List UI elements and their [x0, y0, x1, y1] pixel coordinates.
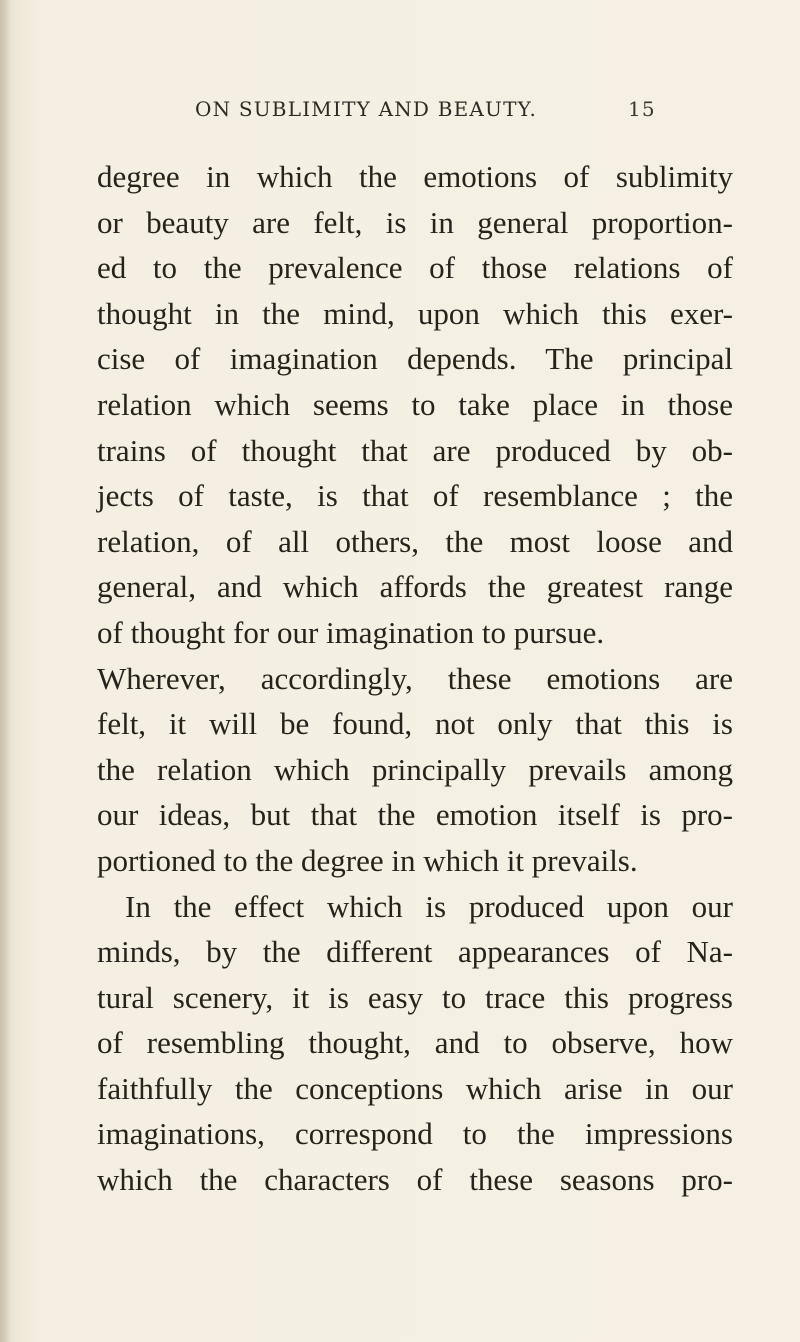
text-line: or beauty are felt, is in general proportion- [97, 204, 733, 240]
text-line: the relation which principally prevails among [97, 751, 733, 787]
text-line: imaginations, correspond to the impressions [97, 1116, 733, 1152]
text-line: relation which seems to take place in those [97, 386, 733, 422]
text-line: general, and which affords the greatest range [97, 569, 733, 605]
text-line: ed to the prevalence of those relations of [97, 250, 733, 286]
text-line: degree in which the emotions of sublimity [97, 159, 733, 194]
page-number: 15 [628, 97, 656, 121]
text-line: Wherever, accordingly, these emotions are [97, 660, 733, 696]
running-title: ON SUBLIMITY AND BEAUTY. [195, 97, 538, 121]
text-line: relation, of all others, the most loose and [97, 523, 733, 559]
text-line: cise of imagination depends. The principal [97, 341, 733, 377]
running-head [195, 97, 755, 121]
body-text [97, 154, 733, 1203]
text-line: which the characters of these seasons pro- [97, 1162, 733, 1198]
text-line: trains of thought that are produced by ob- [97, 432, 733, 468]
text-line: felt, it will be found, not only that this is [97, 706, 733, 742]
text-line: In the effect which is produced upon our [125, 888, 733, 924]
text-line: jects of taste, is that of resemblance ; the [97, 478, 733, 514]
text-line: faithfully the conceptions which arise in our [97, 1070, 733, 1106]
text-line: thought in the mind, upon which this exer- [97, 295, 733, 331]
text-line: of resembling thought, and to observe, how [97, 1025, 733, 1061]
text-line: of thought for our imagination to pursue. [97, 614, 605, 650]
text-line: our ideas, but that the emotion itself is pro- [97, 797, 733, 833]
page-gutter [0, 0, 10, 1342]
text-line: tural scenery, it is easy to trace this progress [97, 979, 733, 1015]
text-line: portioned to the degree in which it prevails. [97, 842, 638, 878]
text-line: minds, by the different appearances of Na- [97, 934, 733, 970]
